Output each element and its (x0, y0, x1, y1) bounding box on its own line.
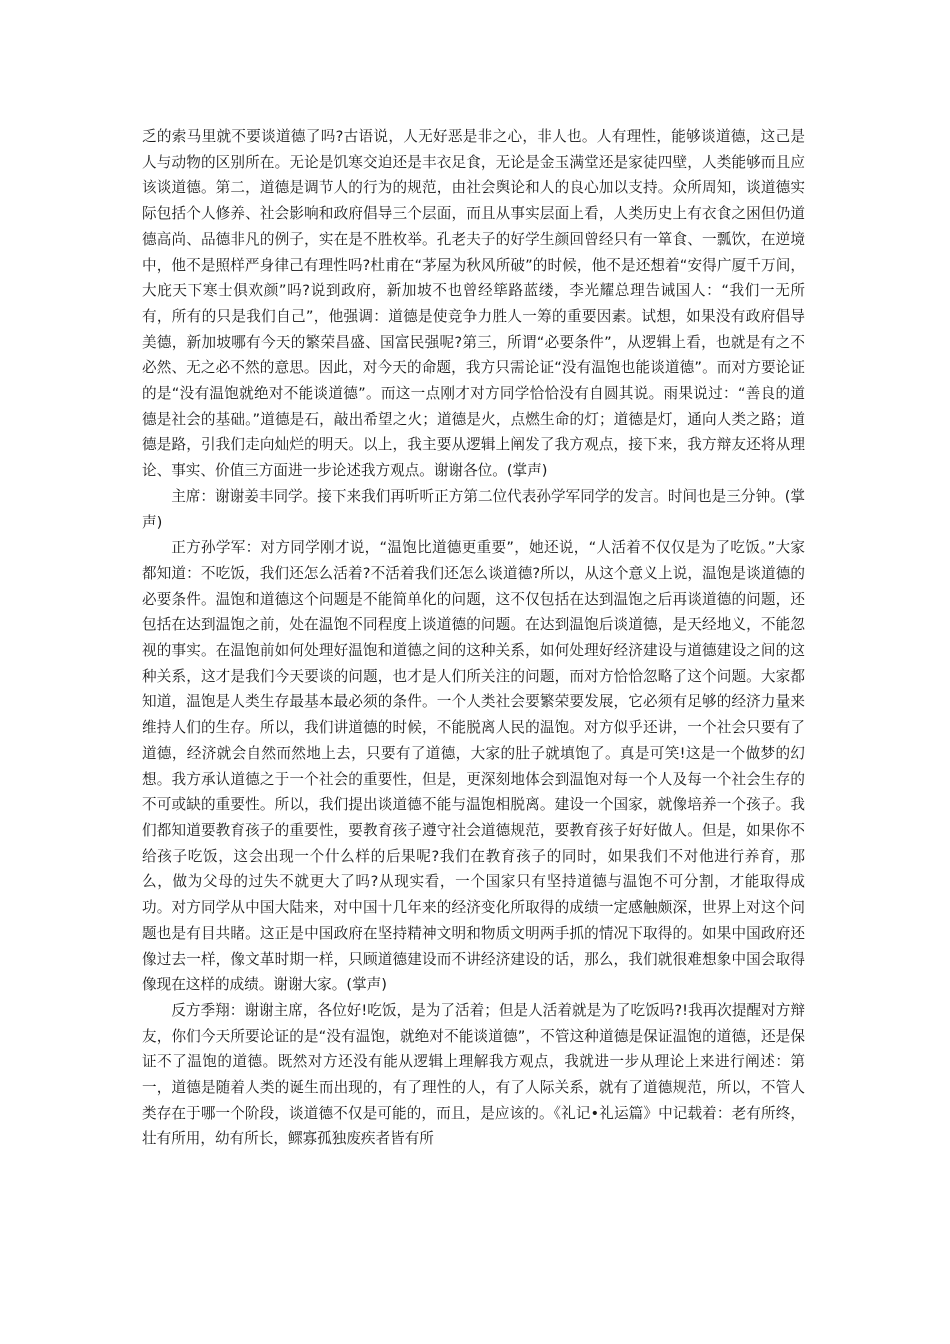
document-page (142, 124, 805, 1152)
paragraph-con-speech: 反方季翔：谢谢主席，各位好!吃饭，是为了活着；但是人活着就是为了吃饭吗?!我再次提醒对方辩友，你们今天所要论证的是“没有温饱，就绝对不能谈道德”，不管这种道德是保证温饱的道德，还是保证不了温饱的道德。既然对方还没有能从逻辑上理解我方观点，我就进一步从理论上来进行阐述：第一，道德是随着人类的诞生而出现的，有了理性的人，有了人际关系，就有了道德规范，所以，不管人类存在于哪一个阶段，谈道德不仅是可能的，而且，是应该的。《礼记•礼运篇》中记载着：老有所终，壮有所用，幼有所长，鳏寡孤独废疾者皆有所 (142, 1001, 805, 1148)
paragraph-continuation: 乏的索马里就不要谈道德了吗?古语说，人无好恶是非之心，非人也。人有理性，能够谈道德，这己是人与动物的区别所在。无论是饥寒交迫还是丰衣足食，无论是金玉满堂还是家徒四壁，人类能够而且应该谈道德。第二，道德是调节人的行为的规范，由社会舆论和人的良心加以支持。众所周知，谈道德实际包括个人修养、社会影响和政府倡导三个层面，而且从事实层面上看，人类历史上有衣食之困但仍道德高尚、品德非凡的例子，实在是不胜枚举。孔老夫子的好学生颜回曾经只有一箪食、一瓢饮，在逆境中，他不是照样严身律己有理性吗?杜甫在“茅屋为秋风所破”的时候，他不是还想着“安得广厦千万间，大庇天下寒士俱欢颜”吗?说到政府，新加坡不也曾经筚路蓝缕，李光耀总理告诫国人：“我们一无所有，所有的只是我们自己”，他强调：道德是使竞争力胜人一筹的重要因素。试想，如果没有政府倡导美德，新加坡哪有今天的繁荣昌盛、国富民强呢?第三，所谓“必要条件”，从逻辑上看，也就是有之不必然、无之必不然的意思。因此，对今天的命题，我方只需论证“没有温饱也能谈道德”。而对方要论证的是“没有温饱就绝对不能谈道德”。而这一点刚才对方同学恰恰没有自圆其说。雨果说过：“善良的道德是社会的基础。”道德是石，敲出希望之火；道德是火，点燃生命的灯；道德是灯，通向人类之路；道德是路，引我们走向灿烂的明天。以上，我主要从逻辑上阐发了我方观点，接下来，我方辩友还将从理论、事实、价值三方面进一步论述我方观点。谢谢各位。(掌声) (142, 128, 805, 480)
paragraph-pro-second-speech: 正方孙学军：对方同学刚才说，“温饱比道德更重要”，她还说，“人活着不仅仅是为了吃饭。”大家都知道：不吃饭，我们还怎么活着?不活着我们还怎么谈道德?所以，从这个意义上说，温饱是谈道德的必要条件。温饱和道德这个问题是不能简单化的问题，这不仅包括在达到温饱之后再谈道德的问题，还包括在达到温饱之前，处在温饱不同程度上谈道德的问题。在达到温饱后谈道德，是天经地义，不能忽视的事实。在温饱前如何处理好温饱和道德之间的这种关系，如何处理好经济建设与道德建设之间的这种关系，这才是我们今天要谈的问题，也才是人们所关注的问题，而对方恰恰忽略了这个问题。大家都知道，温饱是人类生存最基本最必须的条件。一个人类社会要繁荣要发展，它必须有足够的经济力量来维持人们的生存。所以，我们讲道德的时候，不能脱离人民的温饱。对方似乎还讲，一个社会只要有了道德，经济就会自然而然地上去，只要有了道德，大家的肚子就填饱了。真是可笑!这是一个做梦的幻想。我方承认道德之于一个社会的重要性，但是，更深刻地体会到温饱对每一个人及每一个社会生存的不可或缺的重要性。所以，我们提出谈道德不能与温饱相脱离。建设一个国家，就像培养一个孩子。我们都知道要教育孩子的重要性，要教育孩子遵守社会道德规范，要教育孩子好好做人。但是，如果你不给孩子吃饭，这会出现一个什么样的后果呢?我们在教育孩子的同时，如果我们不对他进行养育，那么，做为父母的过失不就更大了吗?从现实看，一个国家只有坚持道德与温饱不可分割，才能取得成功。对方同学从中国大陆来，对中国十几年来的经济变化所取得的成绩一定感触颇深，世界上对这个问题也是有目共睹。这正是中国政府在坚持精神文明和物质文明两手抓的情况下取得的。如果中国政府还像过去一样，像文革时期一样，只顾道德建设而不讲经济建设的话，那么，我们就很难想象中国会取得像现在这样的成绩。谢谢大家。(掌声) (142, 539, 805, 994)
paragraph-chair-remark: 主席：谢谢姜丰同学。接下来我们再听听正方第二位代表孙学军同学的发言。时间也是三分钟。(掌声) (142, 487, 805, 531)
